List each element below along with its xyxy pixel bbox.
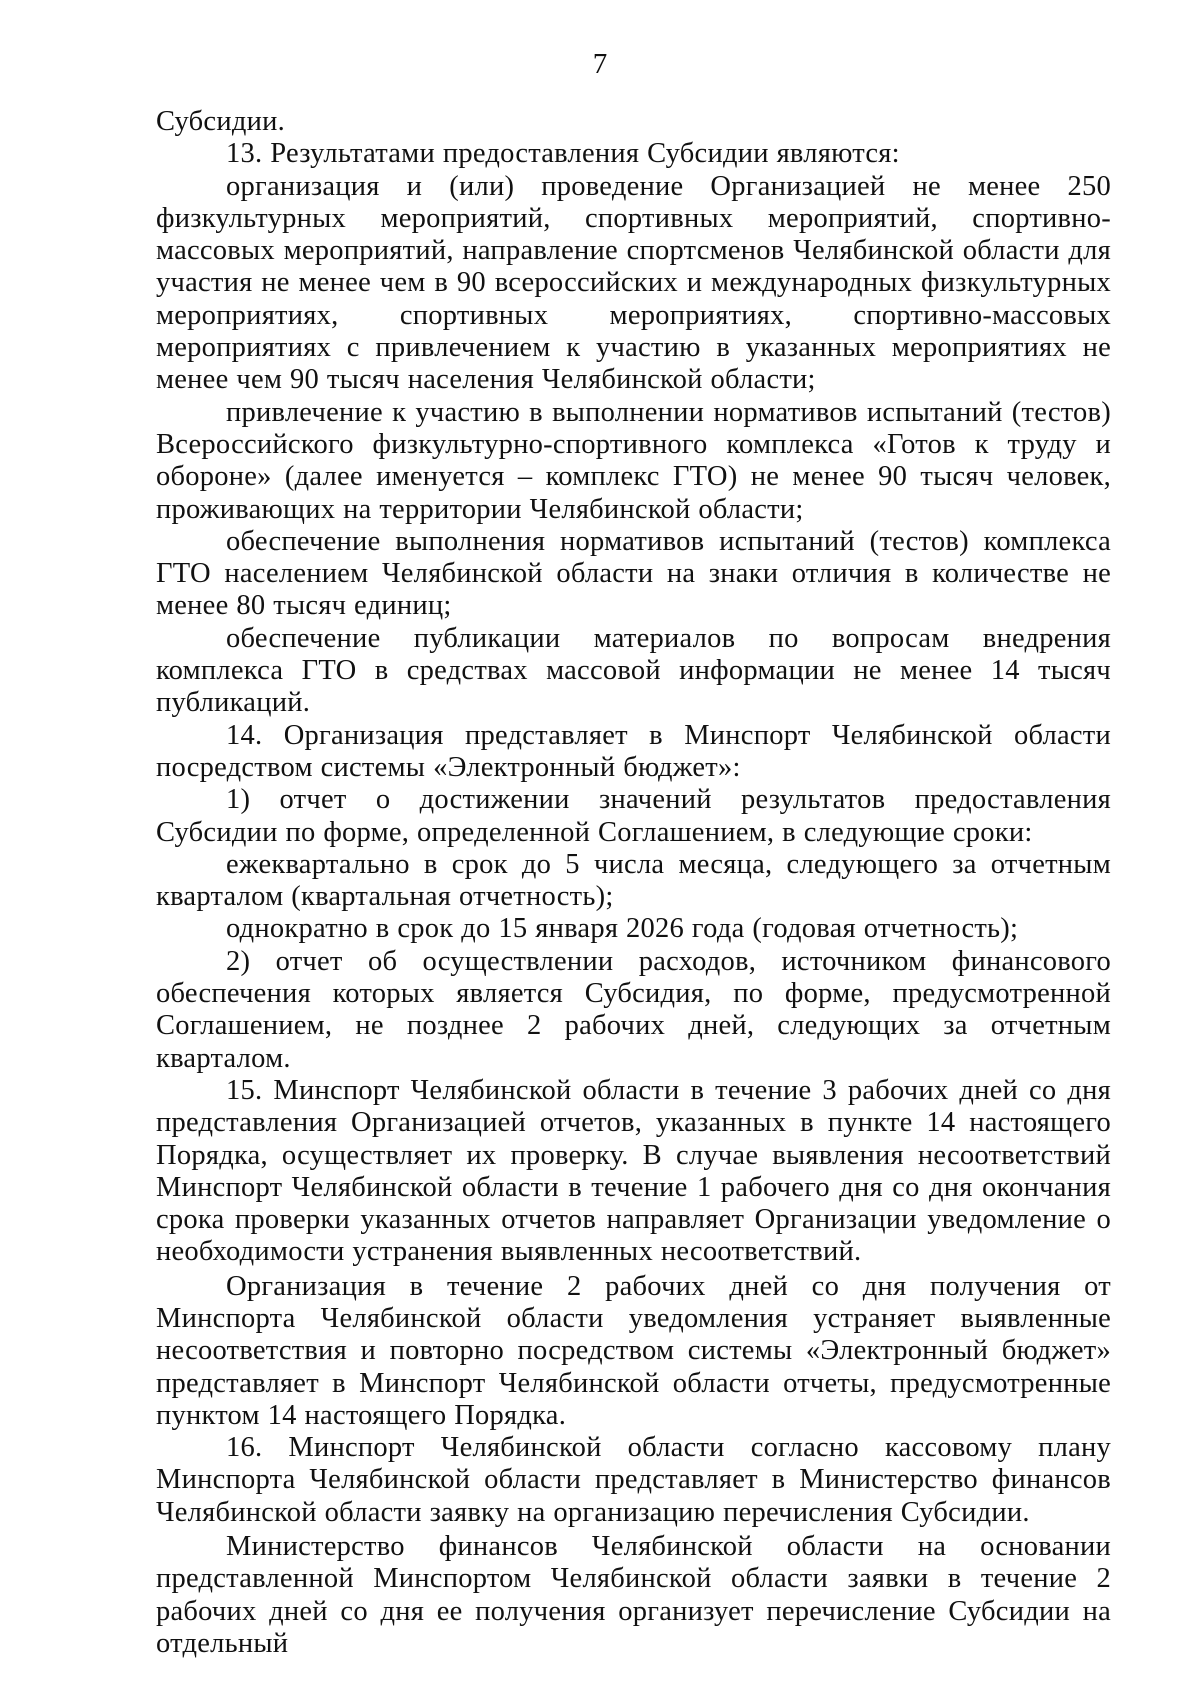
paragraph-continuation: Субсидии.	[156, 106, 285, 137]
paragraph-13-events: организация и (или) проведение Организацией не менее 250 физкультурных мероприятий, спортивных мероприятий, спортивно-массовых мероприятий, направление спортсменов Челябинской области для участия не менее чем в 90 всероссийских и международных физкультурных мероприятиях, спортивных мероприятиях, спортивно-массовых мероприятиях с привлечением к участию в указанных мероприятиях не менее чем 90 тысяч населения Челябинской области;	[156, 170, 1111, 396]
paragraph-13-gto-badges: обеспечение выполнения нормативов испытаний (тестов) комплекса ГТО населением Челябинской области на знаки отличия в количестве не менее 80 тысяч единиц;	[156, 525, 1111, 622]
paragraph-13-gto-publications: обеспечение публикации материалов по вопросам внедрения комплекса ГТО в средствах массовой информации не менее 14 тысяч публикаций.	[156, 622, 1111, 719]
page-number: 7	[592, 48, 608, 80]
paragraph-14-annual: однократно в срок до 15 января 2026 года (годовая отчетность);	[226, 913, 1019, 945]
paragraph-13-gto-participation: привлечение к участию в выполнении нормативов испытаний (тестов) Всероссийского физкультурно-спортивного комплекса «Готов к труду и обороне» (далее именуется – комплекс ГТО) не менее 90 тысяч человек, проживающих на территории Челябинской области;	[156, 396, 1111, 525]
paragraph-14-report-2: 2) отчет об осуществлении расходов, источником финансового обеспечения которых является Субсидия, по форме, предусмотренной Соглашением, не позднее 2 рабочих дней, следующих за отчетным кварталом.	[156, 945, 1111, 1074]
paragraph-16: 16. Минспорт Челябинской области согласно кассовому плану Минспорта Челябинской области представляет в Министерство финансов Челябинской области заявку на организацию перечисления Субсидии.	[156, 1432, 1111, 1528]
paragraph-14-report-1: 1) отчет о достижении значений результатов предоставления Субсидии по форме, определенной Соглашением, в следующие сроки:	[156, 784, 1111, 848]
paragraph-14-heading: 14. Организация представляет в Минспорт Челябинской области посредством системы «Электронный бюджет»:	[156, 719, 1111, 783]
paragraph-14-quarterly: ежеквартально в срок до 5 числа месяца, следующего за отчетным кварталом (квартальная отчетность);	[156, 848, 1111, 913]
document-body	[156, 106, 1111, 1660]
paragraph-13-heading: 13. Результатами предоставления Субсидии являются:	[226, 138, 900, 170]
paragraph-16-transfer: Министерство финансов Челябинской области на основании представленной Минспортом Челябинской области заявки в течение 2 рабочих дней со дня ее получения организует перечисление Субсидии на отдельный	[156, 1531, 1111, 1659]
paragraph-15: 15. Минспорт Челябинской области в течение 3 рабочих дней со дня представления Организацией отчетов, указанных в пункте 14 настоящего Порядка, осуществляет их проверку. В случае выявления несоответствий Минспорт Челябинской области в течение 1 рабочего дня со дня окончания срока проверки указанных отчетов направляет Организации уведомление о необходимости устранения выявленных несоответствий.	[156, 1074, 1111, 1268]
paragraph-15-correction: Организация в течение 2 рабочих дней со дня получения от Минспорта Челябинской области уведомления устраняет выявленные несоответствия и повторно посредством системы «Электронный бюджет» представляет в Минспорт Челябинской области отчеты, предусмотренные пунктом 14 настоящего Порядка.	[156, 1270, 1111, 1431]
